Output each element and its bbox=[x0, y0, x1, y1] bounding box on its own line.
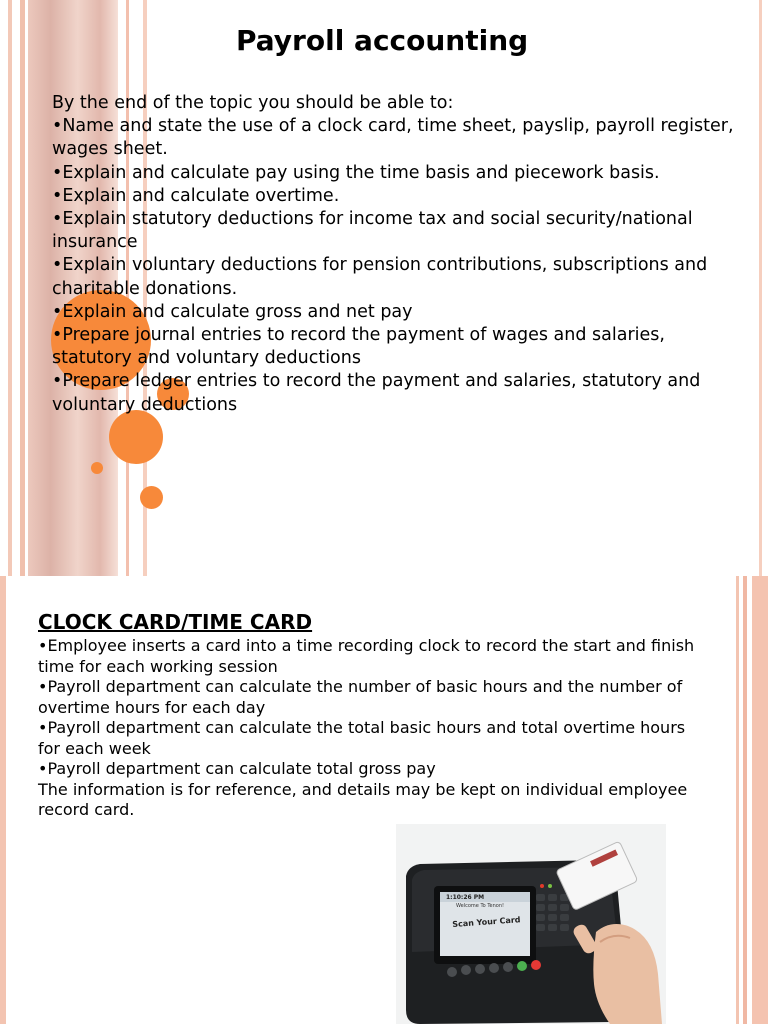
objective-item: •Explain and calculate pay using the time basis and piecework basis. bbox=[52, 162, 660, 183]
objective-item: •Explain and calculate overtime. bbox=[52, 185, 340, 206]
objective-item: •Prepare journal entries to record the payment of wages and salaries, statutory and voluntary deductions bbox=[52, 325, 665, 369]
device-welcome-text: Welcome To Tenon! bbox=[456, 903, 504, 909]
slide-clock-card bbox=[0, 576, 768, 1024]
objective-item: •Explain statutory deductions for income tax and social security/national insurance bbox=[52, 209, 693, 253]
bullet-item: •Payroll department can calculate the number of basic hours and the number of overtime hours for each day bbox=[38, 677, 683, 717]
bullet-item: •Payroll department can calculate total gross pay bbox=[38, 759, 436, 778]
device-time-text: 1:10:26 PM bbox=[446, 894, 485, 901]
objective-item: •Explain voluntary deductions for pension contributions, subscriptions and charitable donations. bbox=[52, 255, 708, 299]
slide-title: Payroll accounting bbox=[236, 24, 529, 57]
device-prompt-text: Scan Your Card bbox=[452, 915, 521, 929]
objective-item: •Name and state the use of a clock card, time sheet, payslip, payroll register, wages sheet. bbox=[52, 116, 734, 160]
bullet-item: •Employee inserts a card into a time recording clock to record the start and finish time for each working session bbox=[38, 636, 695, 676]
bullet-item: •Payroll department can calculate the total basic hours and total overtime hours for each week bbox=[38, 718, 686, 758]
intro-text: By the end of the topic you should be able to: bbox=[52, 93, 454, 113]
time-clock-photo bbox=[396, 824, 666, 1024]
note-text: The information is for reference, and details may be kept on individual employee record card. bbox=[38, 779, 688, 819]
objective-item: •Prepare ledger entries to record the payment and salaries, statutory and voluntary deductions bbox=[52, 371, 701, 415]
objective-item: •Explain and calculate gross and net pay bbox=[52, 301, 413, 322]
time-clock-illustration bbox=[396, 824, 666, 1024]
clock-card-description bbox=[38, 636, 698, 821]
slide-title: CLOCK CARD/TIME CARD bbox=[38, 610, 313, 634]
objectives-list bbox=[52, 92, 742, 417]
